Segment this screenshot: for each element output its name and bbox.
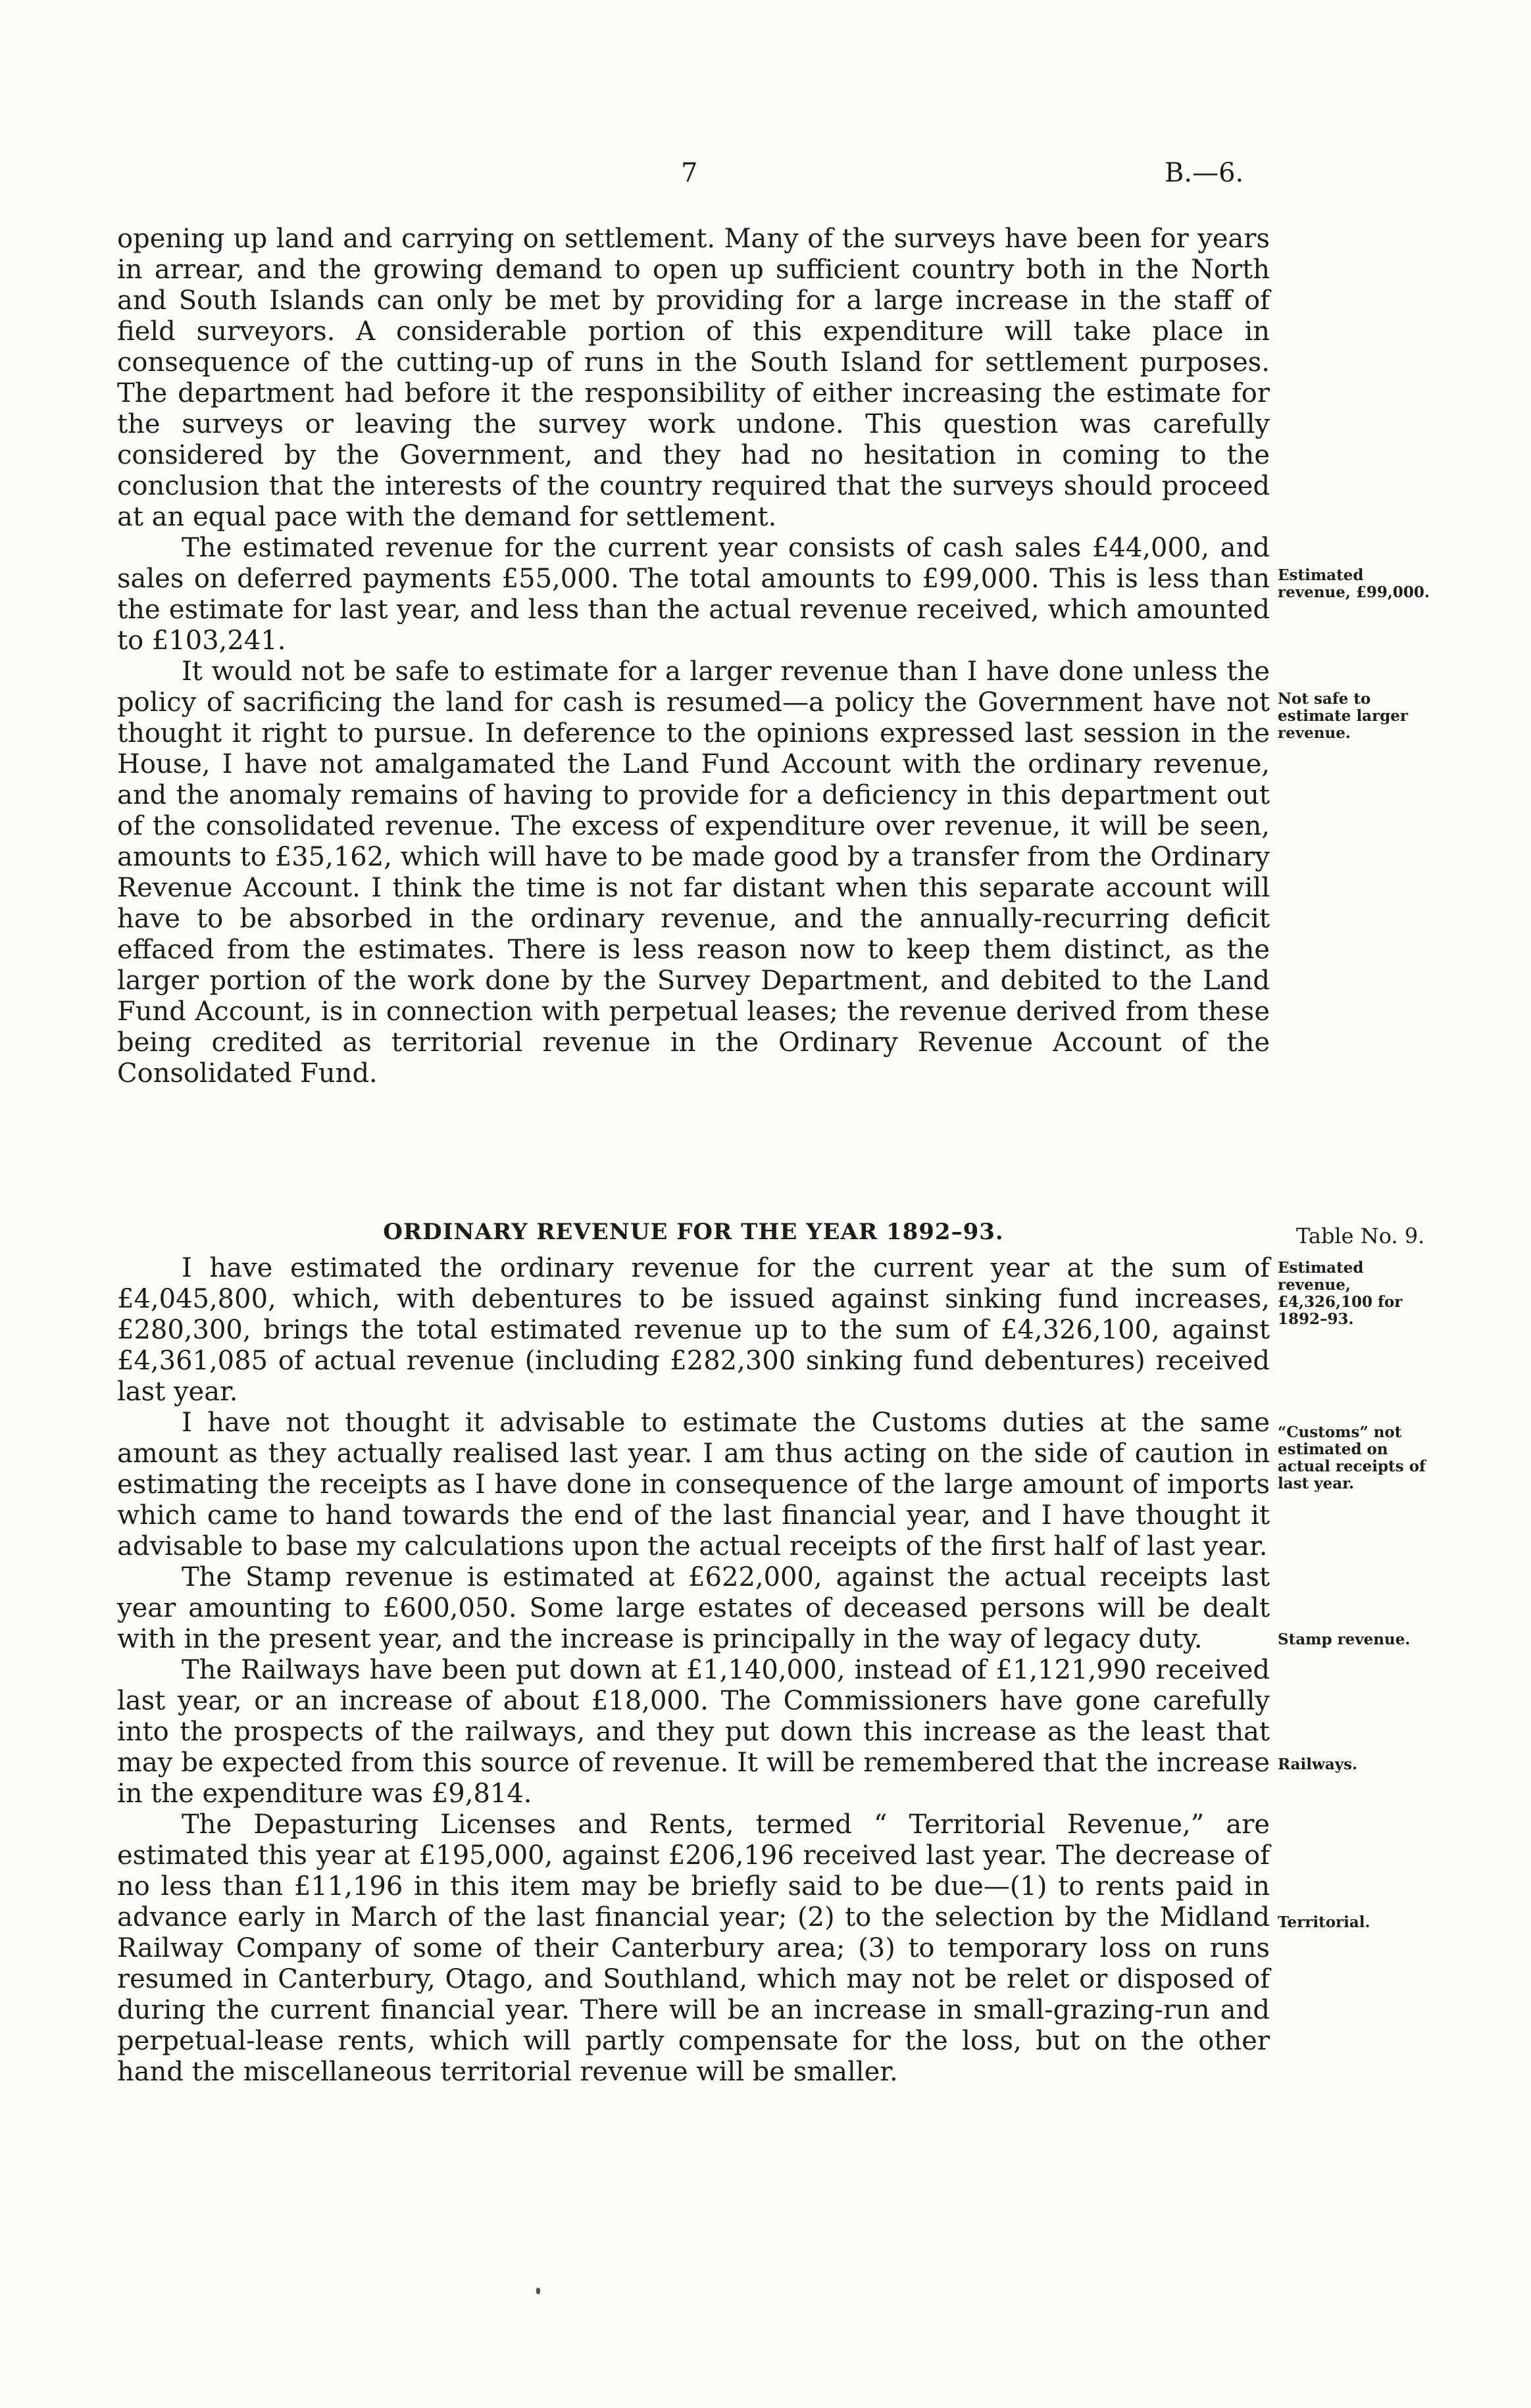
table-reference: Table No. 9. (1296, 1223, 1425, 1248)
section-heading-ordinary-revenue: ORDINARY REVENUE FOR THE YEAR 1892–93. (383, 1219, 1004, 1245)
paragraph-survey-expenditure: opening up land and carrying on settlement. Many of the surveys have been for years in arrear, and the growing demand to open up sufficient country both in the North and South Islands can only be met by providing for a large increase in the staff of field surveyors. A considerable portion of this expenditure will take place in consequence of the cutting-up of runs in the South Island for settlement purposes. The department had before it the responsibility of either increasing the estimate for the surveys or leaving the survey work undone. This question was carefully considered by the Government, and they had no hesitation in coming to the conclusion that the interests of the country required that the surveys should proceed at an equal pace with the demand for settlement. (117, 224, 1270, 532)
ink-mark (536, 2288, 540, 2294)
margin-note-railways: Railways. (1278, 1756, 1358, 1773)
page-header (0, 158, 1531, 204)
paragraph-customs: I have not thought it advisable to estimate the Customs duties at the same amount as they actually realised last year. I am thus acting on the side of caution in estimating the receipts as I have done in consequence of the large amount of imports which came to hand towards the end of the last financial year, and I have thought it advisable to base my calculations upon the actual receipts of the first half of last year. (117, 1408, 1270, 1561)
margin-note-stamp-revenue: Stamp revenue. (1278, 1631, 1411, 1648)
margin-note-estimated-revenue-1892: Estimated revenue, £4,326,100 for 1892–93. (1278, 1259, 1403, 1328)
paragraph-territorial: The Depasturing Licenses and Rents, termed “ Territorial Revenue,” are estimated this year at £195,000, against £206,196 received last year. The decrease of no less than £11,196 in this item may be briefly said to be due—(1) to rents paid in advance early in March of the last financial year; (2) to the selection by the Midland Railway Company of some of their Canterbury area; (3) to temporary loss on runs resumed in Canterbury, Otago, and Southland, which may not be relet or disposed of during the current financial year. There will be an increase in small-grazing-run and perpetual-lease rents, which will partly compensate for the loss, but on the other hand the miscellaneous territorial revenue will be smaller. (117, 1809, 1270, 2087)
paragraph-estimated-revenue: The estimated revenue for the current year consists of cash sales £44,000, and sales on deferred payments £55,000. The total amounts to £99,000. This is less than the estimate for last year, and less than the actual revenue received, which amounted to £103,241. (117, 533, 1270, 656)
paragraph-railways: The Railways have been put down at £1,140,000, instead of £1,121,990 received last year, or an increase of about £18,000. The Commissioners have gone carefully into the prospects of the railways, and they put down this increase as the least that may be expected from this source of revenue. It will be remembered that the increase in the expenditure was £9,814. (117, 1655, 1270, 1809)
section-ordinary-revenue (117, 1253, 1270, 2088)
paragraph-ordinary-revenue-estimate: I have estimated the ordinary revenue for the current year at the sum of £4,045,800, which, with debentures to be issued against sinking fund increases, £280,300, brings the total estimated revenue up to the sum of £4,326,100, against £4,361,085 of actual revenue (including £282,300 sinking fund debentures) received last year. (117, 1253, 1270, 1407)
section-land-fund (117, 224, 1270, 1089)
paragraph-stamp-revenue: The Stamp revenue is estimated at £622,000, against the actual receipts last year amounting to £600,050. Some large estates of deceased persons will be dealt with in the present year, and the increase is principally in the way of legacy duty. (117, 1562, 1270, 1654)
page-number: 7 (681, 158, 698, 188)
margin-note-customs: “Customs” not estimated on actual receipts of last year. (1278, 1423, 1426, 1492)
margin-note-territorial: Territorial. (1278, 1913, 1370, 1931)
margin-note-estimated-revenue: Estimated revenue, £99,000. (1278, 566, 1430, 601)
document-code: B.—6. (1165, 158, 1244, 188)
paragraph-not-safe-to-estimate: It would not be safe to estimate for a larger revenue than I have done unless the policy of sacrificing the land for cash is resumed—a policy the Government have not thought it right to pursue. In deference to the opinions expressed last session in the House, I have not amalgamated the Land Fund Account with the ordinary revenue, and the anomaly remains of having to provide for a deficiency in this department out of the consolidated revenue. The excess of expenditure over revenue, it will be seen, amounts to £35,162, which will have to be made good by a transfer from the Ordinary Revenue Account. I think the time is not far distant when this separate account will have to be absorbed in the ordinary revenue, and the annually-recurring deficit effaced from the estimates. There is less reason now to keep them distinct, as the larger portion of the work done by the Survey Department, and debited to the Land Fund Account, is in connection with perpetual leases; the revenue derived from these being credited as territorial revenue in the Ordinary Revenue Account of the Consolidated Fund. (117, 656, 1270, 1089)
margin-note-not-safe: Not safe to estimate larger revenue. (1278, 690, 1409, 742)
